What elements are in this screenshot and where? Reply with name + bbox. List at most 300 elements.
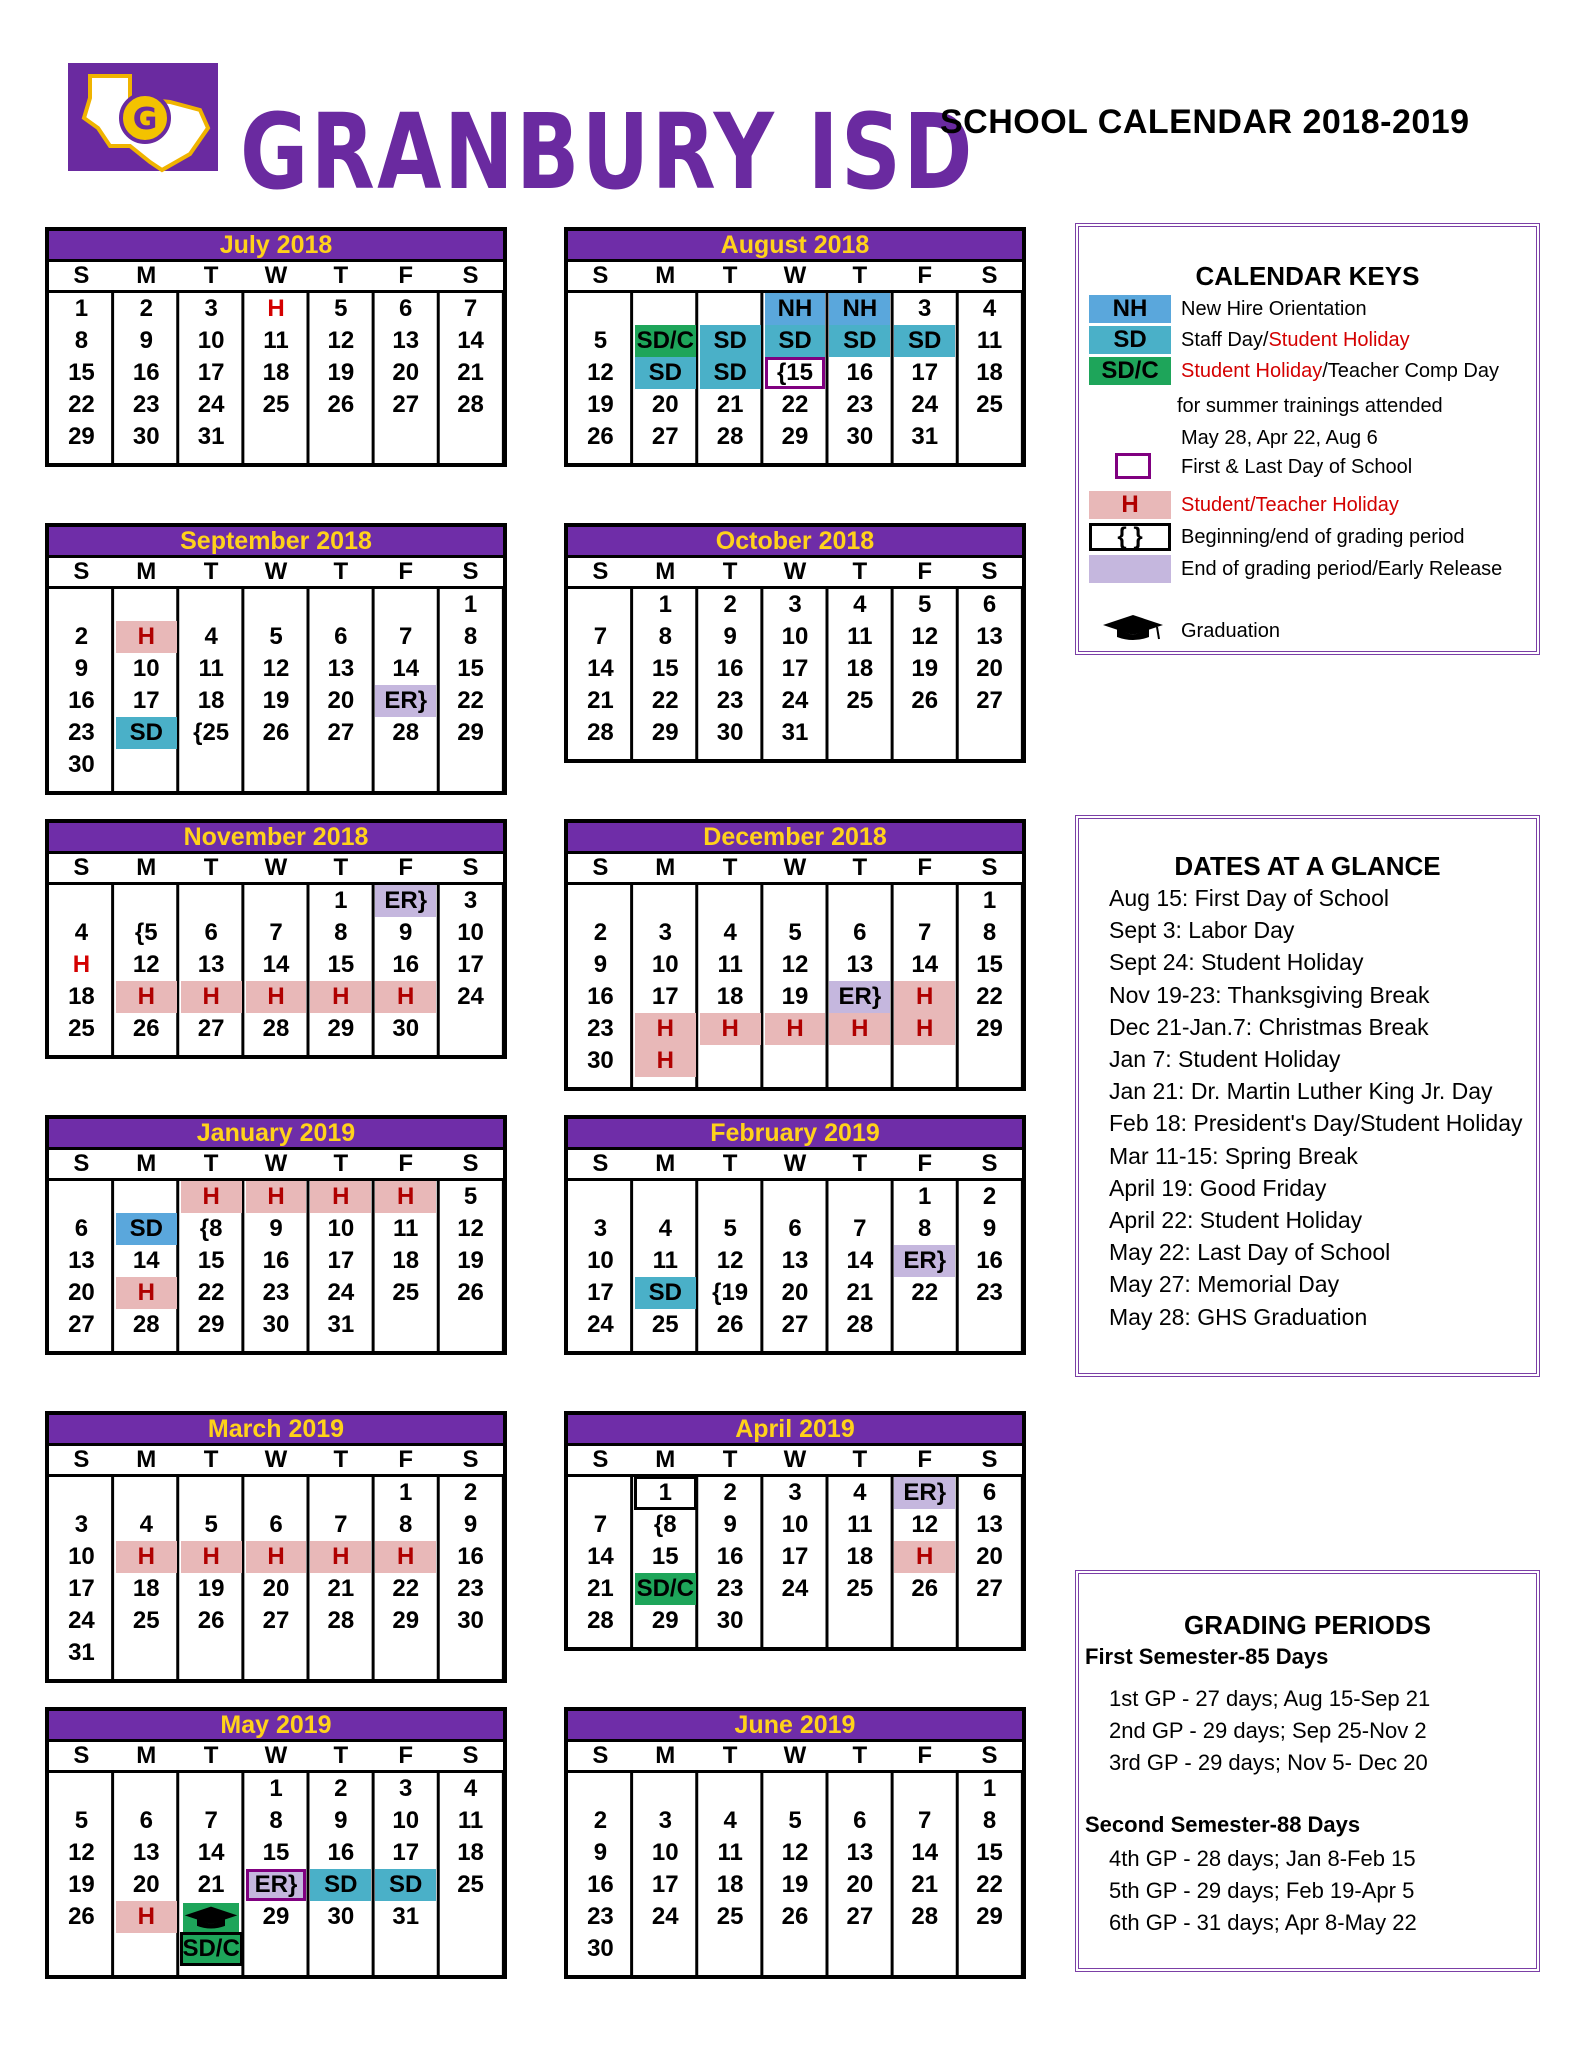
empty-day-cell: [700, 293, 761, 325]
day-cell: 5: [463, 1183, 478, 1210]
day-cell: 8: [982, 1807, 997, 1834]
key-graduation: [1089, 617, 1529, 647]
weekday-label: W: [783, 854, 807, 881]
day-cell: 2: [593, 1807, 608, 1834]
day-cell: 14: [197, 1839, 225, 1866]
day-cell: 24: [781, 1575, 809, 1602]
weekday-label: M: [655, 262, 676, 289]
day-cell: 29: [651, 1607, 679, 1634]
day-cell: 6: [853, 1807, 867, 1834]
day-cell: 8: [334, 919, 348, 946]
day-cell: 3: [399, 1775, 413, 1802]
weekday-label: S: [73, 1742, 90, 1769]
day-cell: 21: [846, 1279, 874, 1306]
day-grid: [49, 885, 503, 1055]
day-cell: 7: [593, 623, 608, 650]
weekday-label: S: [462, 1446, 479, 1473]
day-cell: 3: [918, 295, 932, 322]
key-grading-brace: [1089, 523, 1529, 553]
day-cell: 26: [132, 1015, 160, 1042]
day-cell: 11: [457, 1807, 484, 1834]
day-cell: 9: [139, 327, 153, 354]
day-cell: 29: [651, 719, 679, 746]
day-grid: [568, 293, 1022, 463]
day-cell: 4: [723, 1807, 737, 1834]
day-cell: 29: [781, 423, 809, 450]
empty-day-cell: [51, 885, 112, 917]
weekday-label: F: [917, 854, 933, 881]
day-cell: 12: [262, 655, 290, 682]
calendar-keys-title: CALENDAR KEYS: [1195, 261, 1420, 291]
day-cell: 29: [392, 1607, 420, 1634]
day-cell: 30: [68, 751, 95, 778]
weekday-label: M: [136, 558, 157, 585]
day-cell: 3: [788, 1479, 802, 1506]
day-cell: 22: [651, 687, 679, 714]
day-cell: 1: [982, 887, 997, 914]
key-h-label: Student/Teacher Holiday: [1181, 494, 1399, 516]
key-brace-label: Beginning/end of grading period: [1181, 526, 1465, 548]
day-cell: 15: [651, 655, 679, 682]
day-cell: 8: [399, 1511, 413, 1538]
key-sd-label: Staff Day/: [1181, 329, 1269, 351]
month-title: July 2018: [49, 231, 503, 262]
empty-day-cell: [635, 885, 696, 917]
glance-item: Jan 21: Dr. Martin Luther King Jr. Day: [1109, 1078, 1493, 1105]
day-cell: 31: [197, 423, 225, 450]
day-cell: 14: [911, 951, 939, 978]
day-cell: SD: [116, 717, 177, 749]
day-cell: 4: [853, 1479, 867, 1506]
weekday-header: [49, 1446, 503, 1477]
day-cell: H: [310, 1541, 371, 1573]
day-cell: 6: [853, 919, 867, 946]
day-cell: 19: [587, 391, 614, 418]
day-cell: 7: [918, 1807, 932, 1834]
day-cell: 17: [651, 983, 679, 1010]
day-cell: 30: [716, 719, 744, 746]
day-cell: 10: [327, 1215, 355, 1242]
day-cell: 29: [327, 1015, 355, 1042]
day-cell: 8: [74, 327, 89, 354]
month-calendar: [45, 1707, 507, 1979]
day-cell: H: [72, 951, 91, 978]
day-cell: 24: [68, 1607, 95, 1634]
day-cell: 28: [132, 1311, 160, 1338]
day-cell: SD: [765, 325, 826, 357]
day-cell: 25: [651, 1311, 679, 1338]
day-cell: 19: [68, 1871, 95, 1898]
key-nh-swatch: NH: [1089, 295, 1171, 323]
empty-day-cell: [894, 1773, 955, 1805]
weekday-label: S: [462, 558, 479, 585]
empty-day-cell: [51, 1773, 112, 1805]
empty-day-cell: [700, 1773, 761, 1805]
weekday-label: T: [333, 854, 349, 881]
day-cell: SD/C: [635, 1573, 696, 1605]
day-cell: 11: [717, 951, 743, 978]
key-graduation-label: Graduation: [1181, 620, 1280, 642]
weekday-label: F: [917, 1742, 933, 1769]
weekday-header: [568, 262, 1022, 293]
day-cell: 21: [716, 391, 744, 418]
texas-star-emblem-icon: [50, 58, 240, 178]
empty-day-cell: [635, 1773, 696, 1805]
weekday-label: S: [981, 1150, 998, 1177]
day-cell: 1: [269, 1775, 283, 1802]
weekday-label: T: [722, 262, 738, 289]
month-title: May 2019: [49, 1711, 503, 1742]
day-cell: 28: [457, 391, 484, 418]
day-cell: 3: [74, 1511, 89, 1538]
day-cell: 17: [781, 1543, 809, 1570]
weekday-label: F: [398, 1742, 414, 1769]
empty-day-cell: [570, 885, 631, 917]
month-title: November 2018: [49, 823, 503, 854]
day-cell: 16: [262, 1247, 290, 1274]
dates-at-a-glance-panel: [1075, 815, 1540, 1377]
weekday-label: W: [264, 558, 288, 585]
day-cell: 14: [846, 1247, 874, 1274]
weekday-label: M: [136, 1742, 157, 1769]
day-cell: 19: [457, 1247, 484, 1274]
key-comp-day: [1089, 357, 1529, 387]
day-cell: 19: [781, 983, 809, 1010]
day-cell: 26: [262, 719, 290, 746]
day-cell: 16: [327, 1839, 355, 1866]
day-cell: 14: [911, 1839, 939, 1866]
glance-item: April 19: Good Friday: [1109, 1174, 1327, 1201]
weekday-label: S: [73, 1446, 90, 1473]
day-cell: 6: [399, 295, 413, 322]
weekday-label: M: [655, 854, 676, 881]
day-cell: 18: [716, 983, 744, 1010]
day-cell: 11: [847, 1511, 873, 1538]
weekday-header: [568, 854, 1022, 885]
day-cell: 4: [74, 919, 89, 946]
day-cell: 23: [262, 1279, 290, 1306]
day-cell: {19: [712, 1279, 749, 1306]
month-calendar: [564, 1115, 1026, 1355]
day-cell: 5: [723, 1215, 737, 1242]
month-title: March 2019: [49, 1415, 503, 1446]
empty-day-cell: [246, 1477, 307, 1509]
day-cell: 18: [846, 1543, 874, 1570]
weekday-label: T: [722, 1742, 738, 1769]
day-cell: 24: [457, 983, 484, 1010]
day-cell: 30: [846, 423, 874, 450]
logo-letter: G: [132, 102, 158, 137]
month-calendar: [45, 1115, 507, 1355]
day-cell: 12: [132, 951, 160, 978]
day-cell: 13: [68, 1247, 95, 1274]
weekday-label: T: [333, 558, 349, 585]
key-first-last-label: First & Last Day of School: [1181, 456, 1413, 478]
day-cell: 17: [132, 687, 160, 714]
day-cell: H: [310, 1181, 371, 1213]
day-cell: 23: [457, 1575, 484, 1602]
calendar-keys-panel: [1075, 223, 1540, 655]
empty-day-cell: [310, 589, 371, 621]
day-cell: SD: [894, 325, 955, 357]
day-cell: 13: [197, 951, 225, 978]
weekday-label: M: [655, 1742, 676, 1769]
day-cell: 1: [918, 1183, 932, 1210]
day-cell: 3: [204, 295, 218, 322]
weekday-label: S: [981, 262, 998, 289]
day-cell: 3: [658, 919, 672, 946]
key-er-swatch: [1089, 555, 1171, 583]
day-cell: {25: [193, 719, 230, 746]
weekday-label: T: [203, 1742, 219, 1769]
day-grid: [49, 1477, 503, 1679]
weekday-label: S: [73, 1150, 90, 1177]
weekday-label: S: [462, 1742, 479, 1769]
weekday-label: M: [136, 854, 157, 881]
day-cell: 23: [132, 391, 160, 418]
weekday-label: S: [462, 262, 479, 289]
month-calendar: [564, 227, 1026, 467]
day-cell: 22: [781, 391, 809, 418]
day-cell: H: [116, 981, 177, 1013]
key-sdc-note-2: May 28, Apr 22, Aug 6: [1181, 427, 1378, 449]
day-cell: 1: [463, 591, 478, 618]
empty-day-cell: [116, 885, 177, 917]
day-cell: 27: [327, 719, 355, 746]
day-cell: 18: [262, 359, 290, 386]
weekday-label: W: [783, 1446, 807, 1473]
day-grid: [568, 885, 1022, 1087]
day-cell: 26: [781, 1903, 809, 1930]
day-cell: H: [116, 1901, 177, 1933]
day-cell: 6: [982, 591, 997, 618]
day-cell: 23: [846, 391, 874, 418]
day-cell: 8: [463, 623, 478, 650]
day-cell: 29: [262, 1903, 290, 1930]
day-cell: 26: [68, 1903, 95, 1930]
day-cell: 4: [723, 919, 737, 946]
empty-day-cell: [700, 885, 761, 917]
empty-day-cell: [116, 589, 177, 621]
empty-day-cell: [570, 1477, 631, 1509]
day-cell: 27: [262, 1607, 290, 1634]
grading-period-item: 1st GP - 27 days; Aug 15-Sep 21: [1109, 1686, 1431, 1711]
key-nh-label: New Hire Orientation: [1181, 298, 1367, 320]
day-cell: 26: [327, 391, 355, 418]
grading-period-item: 2nd GP - 29 days; Sep 25-Nov 2: [1109, 1718, 1427, 1743]
day-cell: 26: [911, 687, 939, 714]
day-cell: 28: [716, 423, 744, 450]
weekday-label: T: [852, 1742, 868, 1769]
month-title: February 2019: [568, 1119, 1022, 1150]
day-cell: 27: [651, 423, 679, 450]
day-cell: 13: [976, 1511, 1003, 1538]
day-cell: 1: [399, 1479, 413, 1506]
day-cell: ER}: [246, 1869, 307, 1901]
day-cell: 22: [911, 1279, 939, 1306]
day-cell: 26: [716, 1311, 744, 1338]
day-cell: 12: [781, 951, 809, 978]
day-cell: 24: [327, 1279, 355, 1306]
day-cell: 11: [393, 1215, 419, 1242]
day-cell: 9: [593, 1839, 608, 1866]
day-cell: H: [246, 1181, 307, 1213]
day-cell: 12: [911, 1511, 939, 1538]
day-cell: 15: [197, 1247, 225, 1274]
weekday-label: F: [917, 262, 933, 289]
grading-periods-title: GRADING PERIODS: [1183, 1610, 1432, 1640]
day-cell: 16: [587, 983, 614, 1010]
weekday-header: [49, 854, 503, 885]
day-cell: 12: [716, 1247, 744, 1274]
day-cell: 5: [269, 623, 283, 650]
dates-at-a-glance-title: DATES AT A GLANCE: [1174, 851, 1441, 881]
day-cell: 7: [399, 623, 413, 650]
day-cell: 28: [846, 1311, 874, 1338]
day-cell: 23: [587, 1903, 614, 1930]
day-cell: 6: [269, 1511, 283, 1538]
day-cell: 4: [463, 1775, 478, 1802]
graduation-cap-icon: [183, 1903, 239, 1933]
day-cell: 2: [723, 1479, 737, 1506]
day-cell: 30: [587, 1047, 614, 1074]
day-cell: 12: [457, 1215, 484, 1242]
key-early-release: [1089, 555, 1529, 585]
day-cell: 6: [204, 919, 218, 946]
day-cell: 21: [197, 1871, 225, 1898]
day-cell: 26: [457, 1279, 484, 1306]
weekday-header: [568, 1742, 1022, 1773]
day-cell: 13: [392, 327, 420, 354]
day-cell: 15: [262, 1839, 290, 1866]
day-cell: 2: [334, 1775, 348, 1802]
key-holiday: [1089, 491, 1529, 521]
key-sdc-swatch: SD/C: [1089, 357, 1171, 385]
day-cell: [51, 1933, 112, 1965]
empty-day-cell: [765, 1181, 826, 1213]
day-cell: 15: [976, 1839, 1003, 1866]
day-cell: 5: [788, 919, 802, 946]
empty-day-cell: [765, 1773, 826, 1805]
day-cell: 28: [911, 1903, 939, 1930]
weekday-label: S: [592, 262, 609, 289]
day-cell: SD: [635, 357, 696, 389]
weekday-label: F: [917, 1150, 933, 1177]
glance-item: April 22: Student Holiday: [1109, 1207, 1363, 1233]
weekday-label: T: [852, 1150, 868, 1177]
month-title: August 2018: [568, 231, 1022, 262]
day-cell: 18: [392, 1247, 420, 1274]
weekday-label: T: [203, 1446, 219, 1473]
day-cell: 4: [658, 1215, 672, 1242]
empty-day-cell: [829, 1181, 890, 1213]
day-cell: 31: [392, 1903, 420, 1930]
day-cell: 21: [587, 1575, 614, 1602]
day-cell: H: [181, 1541, 242, 1573]
day-cell: 20: [132, 1871, 160, 1898]
day-cell: 10: [587, 1247, 614, 1274]
empty-day-cell: [635, 1181, 696, 1213]
day-cell: 1: [74, 295, 89, 322]
day-cell: 18: [846, 655, 874, 682]
weekday-label: W: [783, 1150, 807, 1177]
day-cell: 20: [68, 1279, 95, 1306]
day-cell: 12: [781, 1839, 809, 1866]
weekday-label: T: [722, 558, 738, 585]
day-cell: 20: [327, 687, 355, 714]
weekday-label: S: [462, 1150, 479, 1177]
day-cell: 14: [392, 655, 420, 682]
day-cell: 2: [139, 295, 153, 322]
day-cell: 18: [68, 983, 95, 1010]
grading-period-item: 3rd GP - 29 days; Nov 5- Dec 20: [1109, 1750, 1428, 1775]
weekday-label: S: [592, 1150, 609, 1177]
month-title: September 2018: [49, 527, 503, 558]
month-title: December 2018: [568, 823, 1022, 854]
day-cell: 17: [392, 1839, 420, 1866]
day-cell: H: [310, 981, 371, 1013]
day-cell: 7: [204, 1807, 218, 1834]
day-cell: H: [116, 1541, 177, 1573]
weekday-label: F: [398, 558, 414, 585]
day-cell: 25: [262, 391, 290, 418]
weekday-label: T: [203, 1150, 219, 1177]
day-cell: 13: [846, 1839, 874, 1866]
day-cell: 24: [197, 391, 225, 418]
day-cell: 28: [392, 719, 420, 746]
empty-day-cell: [181, 885, 242, 917]
day-cell: 16: [587, 1871, 614, 1898]
month-calendar: [564, 1411, 1026, 1651]
glance-item: Dec 21-Jan.7: Christmas Break: [1109, 1013, 1429, 1040]
grading-periods-panel: [1075, 1570, 1540, 1972]
day-cell: 9: [982, 1215, 997, 1242]
day-cell: 24: [911, 391, 939, 418]
day-cell: SD/C: [635, 325, 696, 357]
day-cell: 26: [911, 1575, 939, 1602]
empty-day-cell: [765, 885, 826, 917]
weekday-header: [568, 1446, 1022, 1477]
day-cell: 23: [976, 1279, 1003, 1306]
second-semester-heading: Second Semester-88 Days: [1085, 1812, 1361, 1837]
graduation-cap-icon: [1101, 613, 1165, 643]
weekday-label: T: [333, 1150, 349, 1177]
weekday-label: S: [73, 854, 90, 881]
weekday-label: T: [722, 854, 738, 881]
empty-day-cell: [181, 1477, 242, 1509]
month-calendar: [564, 523, 1026, 763]
month-calendar: [45, 523, 507, 795]
key-brace-swatch: { }: [1089, 523, 1171, 551]
day-cell: 5: [593, 327, 608, 354]
day-cell: H: [246, 1541, 307, 1573]
day-cell: 25: [846, 1575, 874, 1602]
day-cell: 10: [197, 327, 225, 354]
day-cell: 1: [982, 1775, 997, 1802]
day-cell: H: [635, 1045, 696, 1077]
weekday-label: F: [917, 1446, 933, 1473]
day-cell: 21: [327, 1575, 355, 1602]
day-cell: 18: [197, 687, 225, 714]
weekday-label: F: [917, 558, 933, 585]
day-cell: 9: [463, 1511, 478, 1538]
day-cell: 29: [457, 719, 484, 746]
day-cell: 31: [781, 719, 809, 746]
day-cell: 25: [846, 687, 874, 714]
day-cell: 17: [651, 1871, 679, 1898]
weekday-label: T: [852, 1446, 868, 1473]
day-cell: 27: [197, 1015, 225, 1042]
